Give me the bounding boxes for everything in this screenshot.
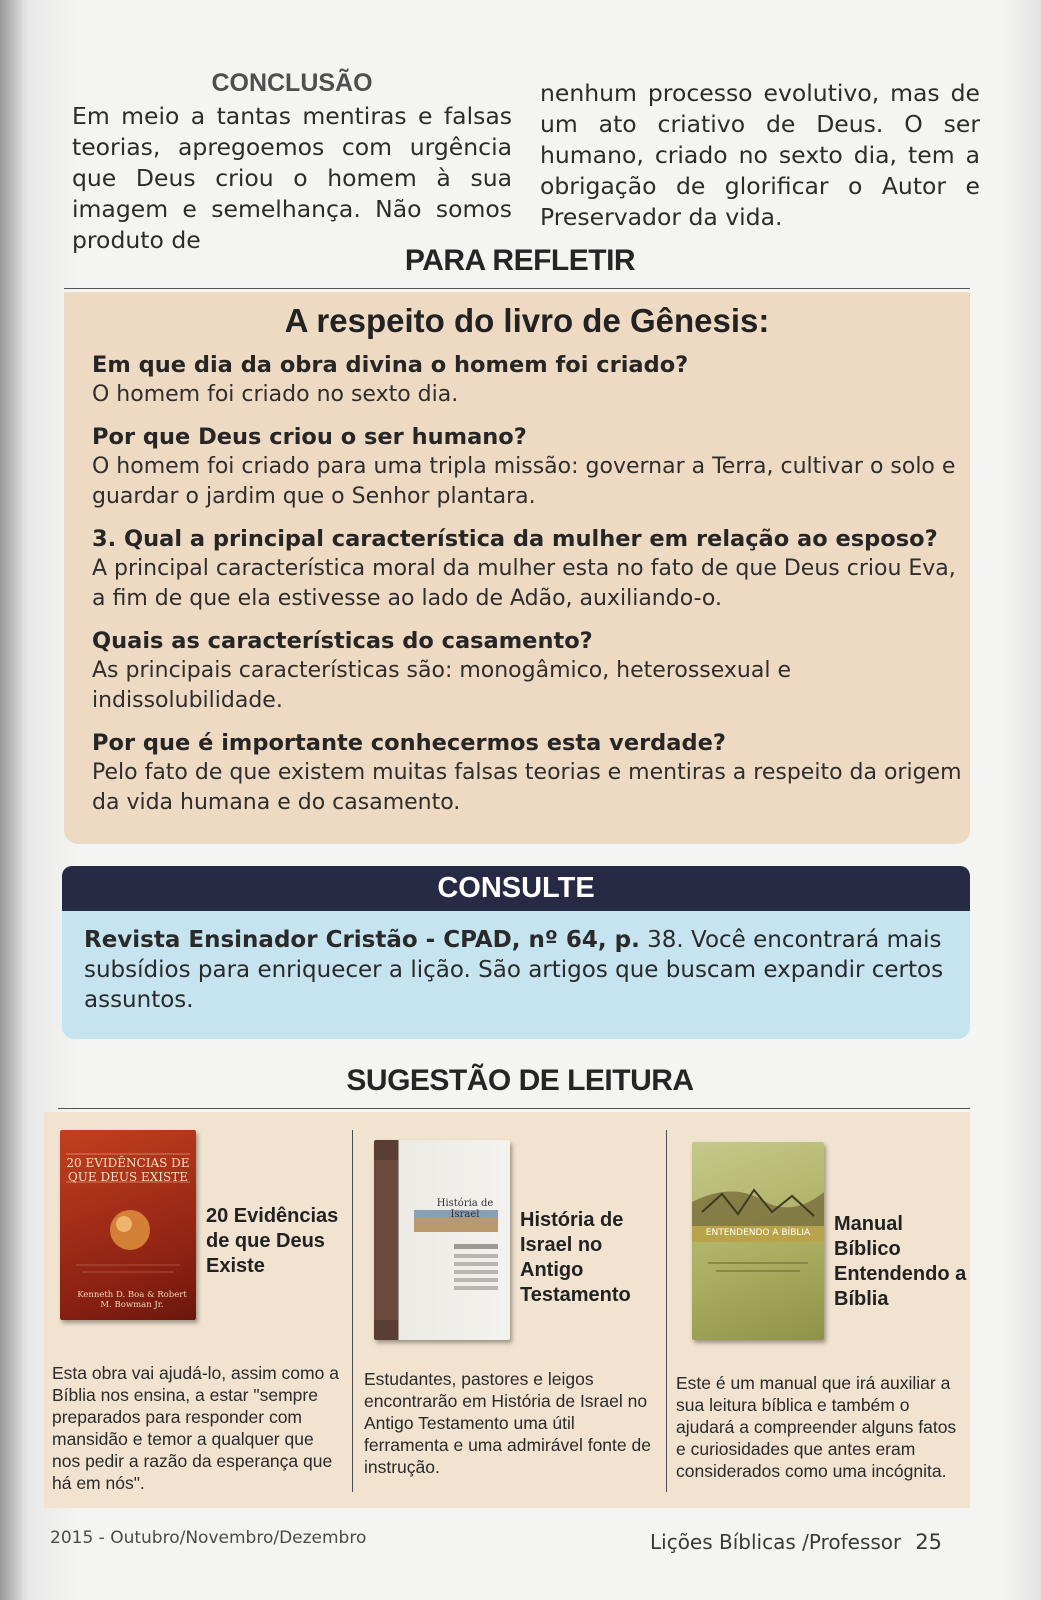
book-divider — [352, 1130, 353, 1492]
book-title: 20 Evidências de que Deus Existe — [206, 1205, 339, 1277]
answer: O homem foi criado no sexto dia. — [92, 382, 459, 407]
reading-section-title: SUGESTÃO DE LEITURA — [346, 1064, 694, 1097]
book-cover-image — [60, 1130, 196, 1320]
book-cover-image — [692, 1142, 824, 1340]
consulte-reference: Revista Ensinador Cristão - CPAD, nº 64, p. — [84, 927, 640, 953]
book-cover-image — [374, 1140, 510, 1340]
reading-rule — [58, 1108, 970, 1109]
answer: Pelo fato de que existem muitas falsas teorias e mentiras a respeito da origem da vida humana e do casamento. — [92, 760, 962, 815]
footer-title: Lições Bíblicas /Professor — [650, 1530, 902, 1554]
book-cover-art — [374, 1140, 510, 1340]
question: Em que dia da obra divina o homem foi criado? — [92, 352, 689, 378]
consulte-box — [62, 911, 970, 1039]
qa-item — [92, 728, 962, 818]
book-cover-title: História de Israel — [436, 1198, 494, 1220]
book-cover-title: ENTENDENDO A BÍBLIA — [705, 1228, 811, 1238]
book-cover-authors: Kenneth D. Boa & Robert M. Bowman Jr. — [77, 1290, 187, 1310]
book-description: Esta obra vai ajudá-lo, assim como a Bíblia nos ensina, a estar "sempre preparados para responder com mansidão e temor a qualquer que nos pedir a razão da esperança que há em nós". — [52, 1363, 339, 1493]
conclusion-right-column — [540, 78, 980, 233]
reflect-box — [64, 292, 970, 844]
book-cover-art — [692, 1142, 824, 1340]
reflect-rule — [64, 288, 970, 289]
consulte-title: CONSULTE — [437, 872, 595, 904]
footer-publication — [650, 1530, 942, 1554]
conclusion-title: CONCLUSÃO — [211, 69, 373, 97]
footer-date: 2015 - Outubro/Novembro/Dezembro — [50, 1528, 367, 1548]
answer: A principal característica moral da mulher esta no fato de que Deus criou Eva, a fim de que ela estivesse ao lado de Adão, auxiliando-o. — [92, 556, 956, 611]
conclusion-text-right: nenhum processo evolutivo, mas de um ato criativo de Deus. O ser humano, criado no sexto dia, tem a obrigação de glorificar o Autor e Preservador da vida. — [540, 79, 980, 231]
conclusion-left-column — [72, 69, 512, 256]
book-cover-title: 20 EVIDÊNCIAS DE QUE DEUS EXISTE — [66, 1156, 190, 1184]
reflect-section-title: PARA REFLETIR — [404, 244, 636, 277]
question: Por que é importante conhecermos esta verdade? — [92, 730, 726, 756]
page-spine — [0, 0, 22, 1600]
book-divider — [666, 1130, 667, 1492]
question: Quais as características do casamento? — [92, 628, 593, 654]
question: 3. Qual a principal característica da mulher em relação ao esposo? — [92, 526, 938, 552]
answer: As principais características são: monogâmico, heterossexual e indissolubilidade. — [92, 658, 791, 713]
answer: O homem foi criado para uma tripla missão: governar a Terra, cultivar o solo e guardar o jardim que o Senhor plantara. — [92, 454, 956, 509]
consulte-body: 38. Você encontrará mais subsídios para enriquecer a lição. São artigos que buscam expandir certos assuntos. — [84, 927, 944, 1013]
consulte-header — [62, 866, 970, 911]
qa-item — [92, 626, 962, 716]
book-description: Estudantes, pastores e leigos encontrarão em História de Israel no Antigo Testamento uma útil ferramenta e uma admirável fonte de instrução. — [364, 1369, 651, 1477]
book-title: História de Israel no Antigo Testamento — [520, 1209, 631, 1306]
page-number: 25 — [915, 1530, 942, 1554]
qa-item — [92, 524, 962, 614]
conclusion-text-left: Em meio a tantas mentiras e falsas teorias, apregoemos com urgência que Deus criou o homem à sua imagem e semelhança. Não somos produto de — [72, 102, 512, 254]
book-description: Este é um manual que irá auxiliar a sua leitura bíblica e também o ajudará a compreender alguns fatos e curiosidades que antes eram considerados como uma incógnita. — [676, 1373, 957, 1481]
consulte-text — [84, 925, 944, 1015]
qa-item — [92, 350, 962, 410]
question: Por que Deus criou o ser humano? — [92, 424, 527, 450]
reflect-box-title: A respeito do livro de Gênesis: — [284, 302, 770, 339]
qa-item — [92, 422, 962, 512]
book-title: Manual Bíblico Entendendo a Bíblia — [834, 1213, 967, 1310]
